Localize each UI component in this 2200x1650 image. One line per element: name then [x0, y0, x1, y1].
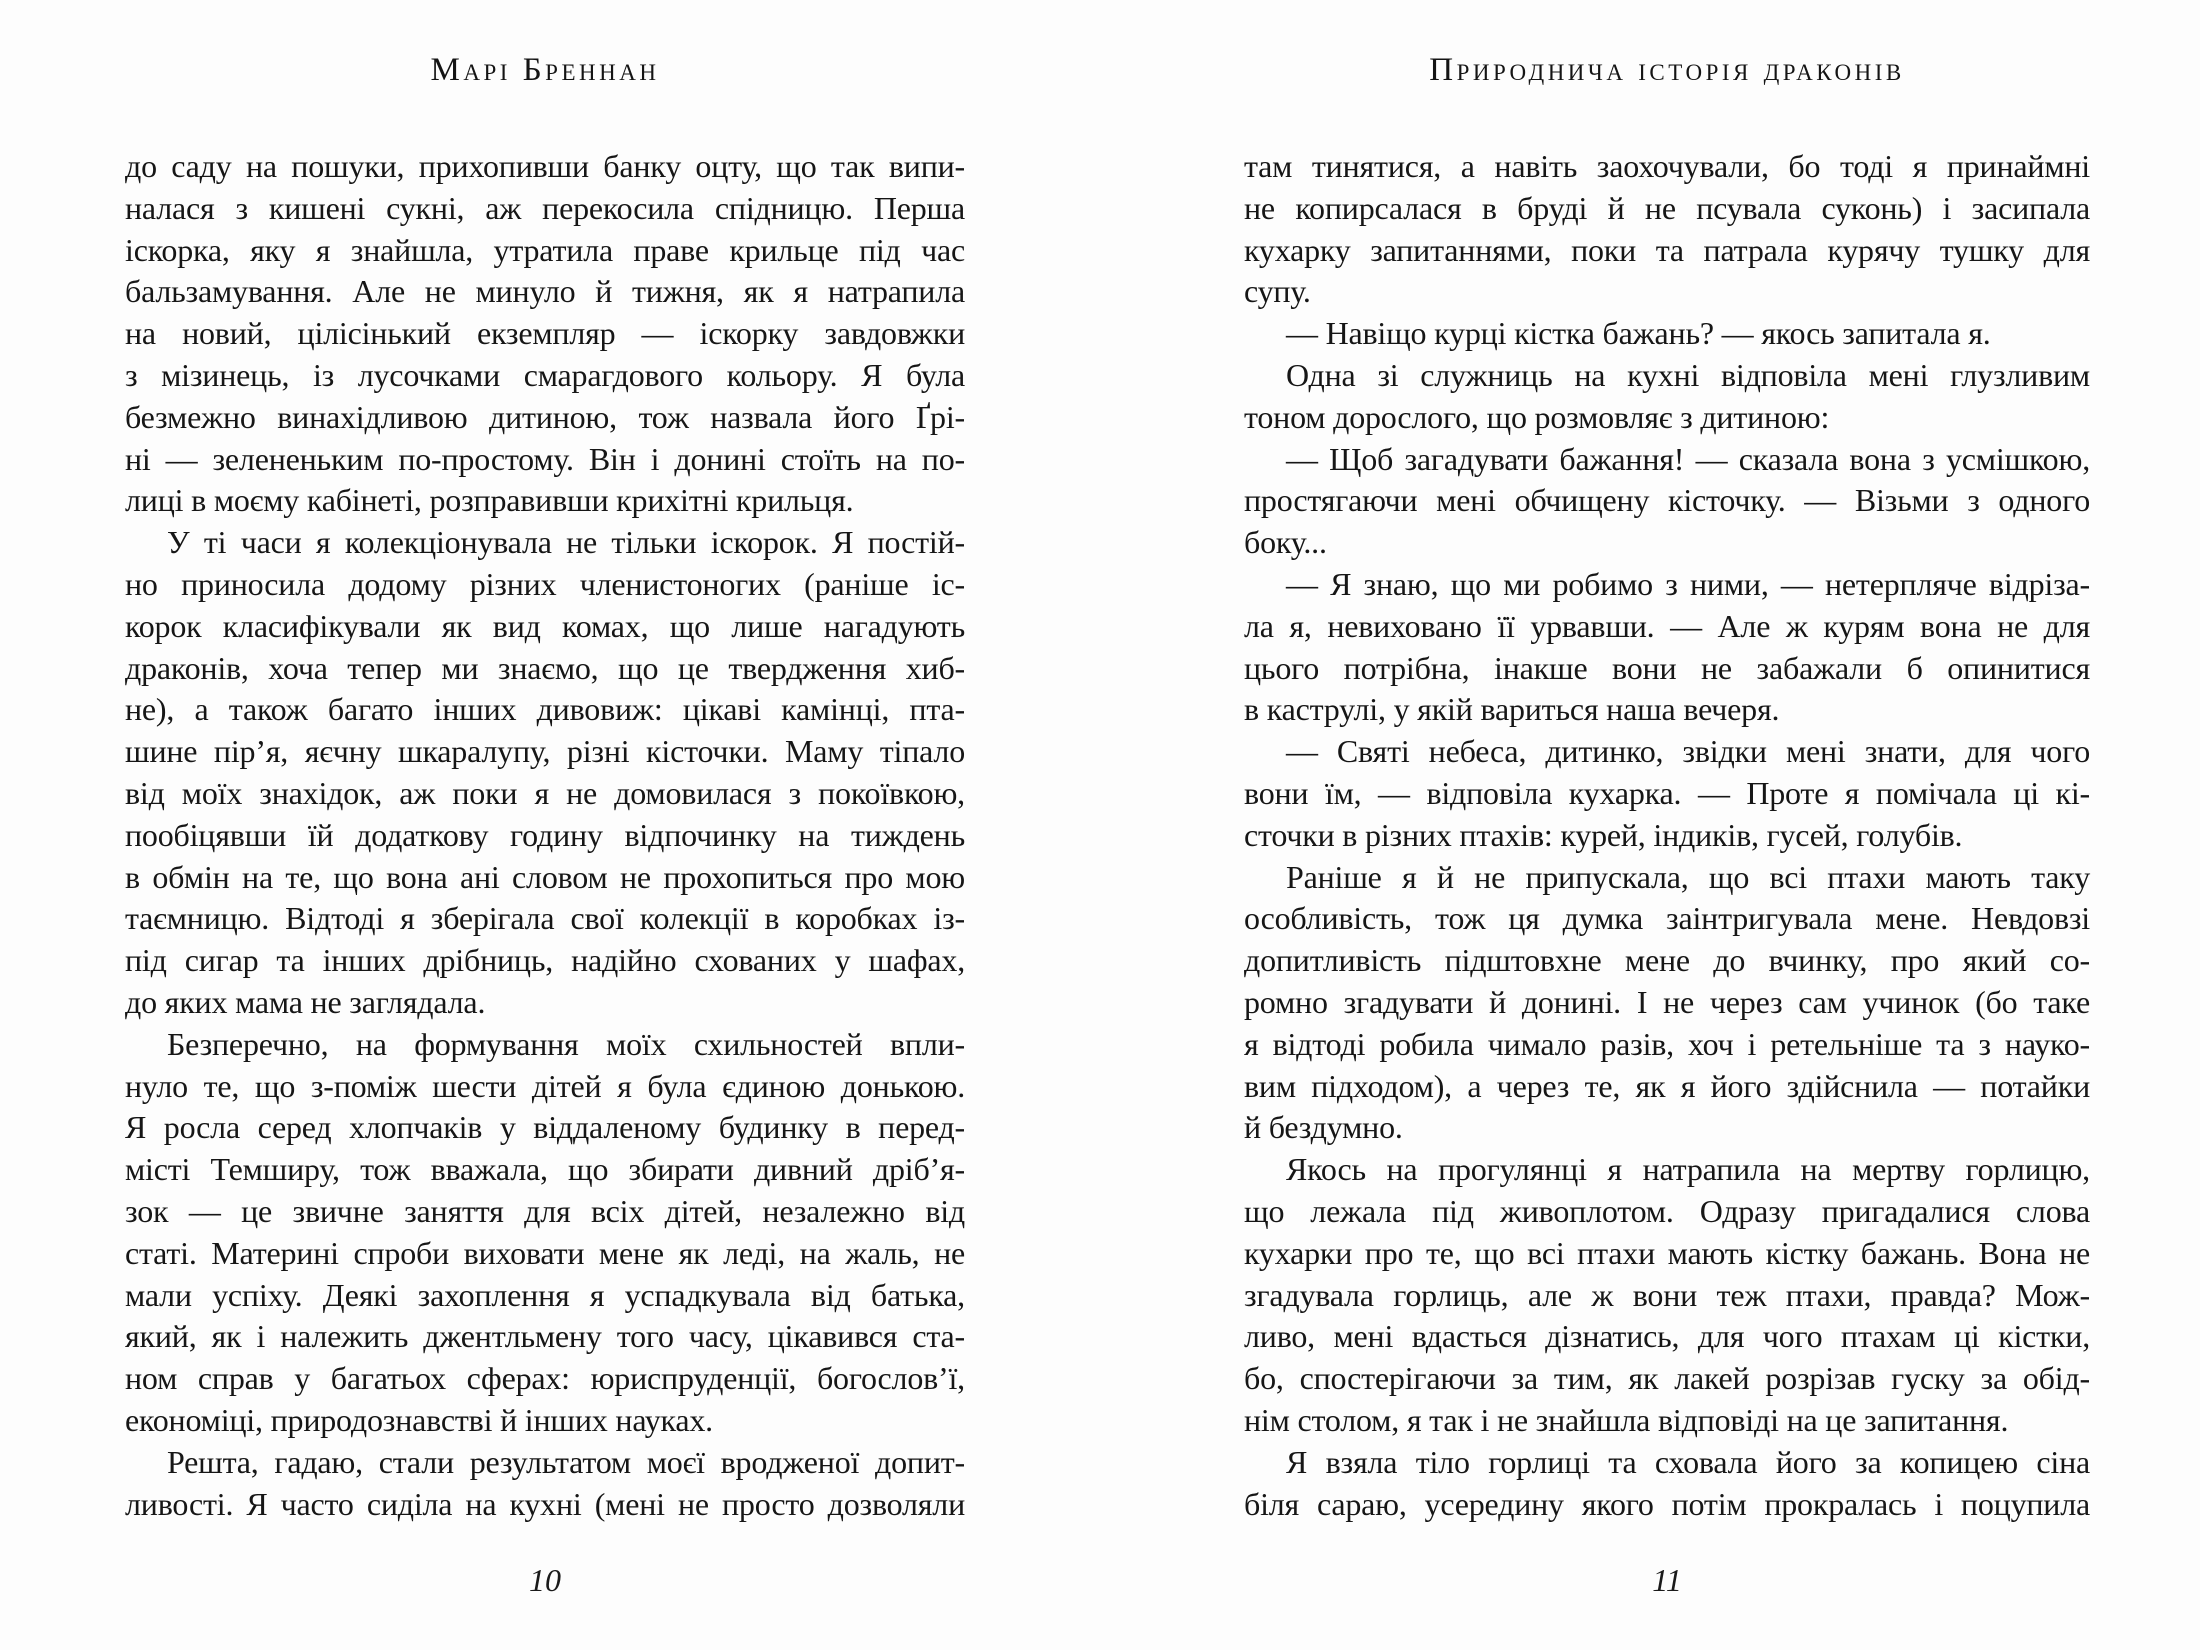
- text-line: ливості. Я часто сиділа на кухні (мені не просто дозволяли: [125, 1485, 965, 1522]
- text-line: безмежно винахідливою дитиною, тож назвала його Ґрі-: [125, 398, 965, 435]
- text-line: ромно згадувати й донині. І не через сам учинок (бо таке: [1244, 983, 2090, 1020]
- text-line: цього потрібна, інакше вони не забажали б опинитися: [1244, 649, 2090, 686]
- text-line: Раніше я й не припускала, що всі птахи мають таку: [1286, 858, 2090, 895]
- text-line: пообіцявши їй додаткову годину відпочинку на тиждень: [125, 816, 965, 853]
- text-line: економіці, природознавстві й інших науках.: [125, 1401, 713, 1438]
- page-number-right: 11: [1652, 1562, 1682, 1598]
- text-line: Решта, гадаю, стали результатом моєї вродженої допит-: [167, 1443, 965, 1480]
- text-line: — Навіщо курці кістка бажань? — якось запитала я.: [1286, 315, 1991, 352]
- text-line: но приносила додому різних членистоногих (раніше іс-: [125, 565, 965, 602]
- text-line: й бездумно.: [1244, 1109, 1403, 1146]
- page-right: [1244, 0, 2090, 1650]
- text-line: нім столом, я так і не знайшла відповіді на це запитання.: [1244, 1401, 2009, 1438]
- text-line: не копирсалася в бруді й не псувала суконь) і засипала: [1244, 189, 2090, 226]
- text-line: Одна зі служниць на кухні відповіла мені глузливим: [1286, 356, 2090, 393]
- text-column-right: [1244, 146, 2090, 1525]
- text-line: в каструлі, у якій вариться наша вечеря.: [1244, 691, 1780, 728]
- text-line: драконів, хоча тепер ми знаємо, що це твердження хиб-: [125, 649, 965, 686]
- text-line: я відтоді робила чимало разів, хоч і ретельніше та з науко-: [1244, 1025, 2090, 1062]
- text-column-left: [125, 146, 965, 1525]
- text-line: вим підходом), а через те, як я його здійснила — потайки: [1244, 1067, 2090, 1104]
- text-line: Я взяла тіло горлиці та сховала його за копицею сіна: [1286, 1443, 2090, 1480]
- text-line: місті Темширу, тож вважала, що збирати дивний дріб’я-: [125, 1151, 965, 1188]
- text-line: що лежала під живоплотом. Одразу пригадалися слова: [1244, 1192, 2090, 1229]
- text-line: кухарку запитаннями, поки та патрала курячу тушку для: [1244, 231, 2090, 268]
- text-line: бальзамування. Але не минуло й тижня, як я натрапила: [125, 273, 965, 310]
- text-line: ливо, мені вдасться дізнатись, для чого птахам ці кістки,: [1244, 1318, 2090, 1355]
- text-line: вони їм, — відповіла кухарка. — Проте я помічала ці кі-: [1244, 774, 2090, 811]
- text-line: з мізинець, із лусочками смарагдового кольору. Я була: [125, 356, 965, 393]
- text-line: зок — це звичне заняття для всіх дітей, незалежно від: [125, 1192, 965, 1229]
- text-line: таємницю. Відтоді я зберігала свої колекції в коробках із-: [125, 900, 965, 937]
- page-number-left: 10: [529, 1562, 561, 1598]
- text-line: — Святі небеса, дитинко, звідки мені знати, для чого: [1286, 733, 2090, 770]
- text-line: іскорка, яку я знайшла, утратила праве крильце під час: [125, 231, 965, 268]
- text-line: боку...: [1244, 524, 1327, 561]
- text-line: згадувала горлиць, але ж вони теж птахи, правда? Мож-: [1244, 1276, 2090, 1313]
- text-line: там тинятися, а навіть заохочували, бо тоді я принаймні: [1244, 148, 2090, 184]
- text-line: біля сараю, усередину якого потім прокралась і поцупила: [1244, 1485, 2090, 1522]
- text-line: корок класифікували як вид комах, що лише нагадують: [125, 607, 965, 644]
- text-line: який, як і належить джентльмену того часу, цікавився ста-: [125, 1318, 965, 1355]
- text-line: Якось на прогулянці я натрапила на мертву горлицю,: [1286, 1151, 2090, 1188]
- text-line: від моїх знахідок, аж поки я не домовилася з покоївкою,: [125, 774, 965, 811]
- text-line: — Я знаю, що ми робимо з ними, — нетерпляче відріза-: [1286, 565, 2090, 602]
- text-line: Безперечно, на формування моїх схильностей впли-: [167, 1025, 965, 1062]
- page-left: [125, 0, 965, 1650]
- text-line: кухарки про те, що всі птахи мають кістку бажань. Вона не: [1244, 1234, 2090, 1271]
- text-line: налася з кишені сукні, аж перекосила спідницю. Перша: [125, 189, 965, 226]
- text-line: в обмін на те, що вона ані словом не прохопиться про мою: [125, 858, 965, 895]
- running-head-book-title: Природнича історія драконів: [1429, 52, 1905, 88]
- text-line: У ті часи я колекціонувала не тільки іскорок. Я постій-: [167, 524, 965, 561]
- text-line: бо, спостерігаючи за тим, як лакей розрізав гуску за обід-: [1244, 1360, 2090, 1397]
- text-line: особливість, тож ця думка заінтригувала мене. Невдовзі: [1244, 900, 2090, 937]
- text-line: — Щоб загадувати бажання! — сказала вона з усмішкою,: [1286, 440, 2090, 477]
- text-line: лиці в моєму кабінеті, розправивши крихітні крильця.: [125, 482, 854, 519]
- text-line: сточки в різних птахів: курей, індиків, гусей, голубів.: [1244, 816, 1963, 853]
- text-line: шине пір’я, яєчну шкаралупу, різні кісточки. Маму тіпало: [125, 733, 965, 770]
- text-line: ла я, невиховано її урвавши. — Але ж курям вона не для: [1244, 607, 2090, 644]
- text-line: допитливість підштовхне мене до вчинку, про який со-: [1244, 942, 2090, 979]
- text-line: не), а також багато інших дивовиж: цікаві камінці, пта-: [125, 691, 965, 728]
- text-line: нуло те, що з-поміж шести дітей я була єдиною донькою.: [125, 1067, 965, 1104]
- text-line: на новий, цілісінький екземпляр — іскорку завдовжки: [125, 315, 965, 352]
- text-line: статі. Материні спроби виховати мене як леді, на жаль, не: [125, 1234, 965, 1271]
- text-line: ном справ у багатьох сферах: юриспруденції, богослов’ї,: [125, 1360, 965, 1397]
- text-line: мали успіху. Деякі захоплення я успадкувала від батька,: [125, 1276, 965, 1313]
- text-line: до яких мама не заглядала.: [125, 983, 486, 1020]
- text-line: Я росла серед хлопчаків у віддаленому будинку в перед-: [125, 1109, 965, 1146]
- text-line: ні — зелененьким по-простому. Він і донині стоїть на по-: [125, 440, 965, 477]
- text-line: супу.: [1244, 273, 1311, 310]
- text-line: під сигар та інших дрібниць, надійно схованих у шафах,: [125, 942, 965, 979]
- text-line: тоном дорослого, що розмовляє з дитиною:: [1244, 398, 1830, 435]
- text-line: до саду на пошуки, прихопивши банку оцту, що так випи-: [125, 148, 965, 184]
- text-line: простягаючи мені обчищену кісточку. — Візьми з одного: [1244, 482, 2090, 519]
- running-head-author: Марі Бреннан: [430, 52, 660, 88]
